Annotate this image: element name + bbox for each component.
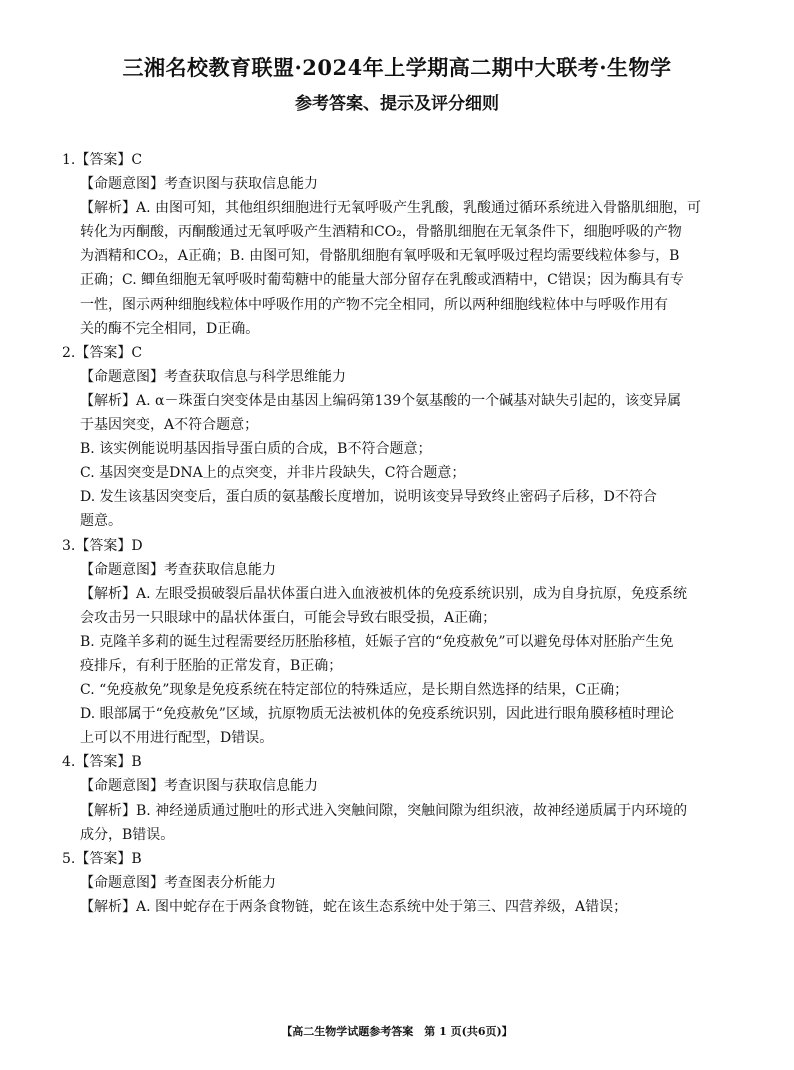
question-4	[62, 750, 730, 846]
intent-line: 【命题意图】考查获取信息与科学思维能力	[80, 368, 346, 385]
analysis-line: 【解析】A. 由图可知，其他组织细胞进行无氧呼吸产生乳酸，乳酸通过循环系统进入骨骼肌细胞，可	[80, 200, 702, 217]
analysis-line: 会攻击另一只眼球中的晶状体蛋白，可能会导致右眼受损，A正确；	[80, 609, 497, 626]
analysis-line: 正确；C. 鲫鱼细胞无氧呼吸时葡萄糖中的能量大部分留存在乳酸或酒精中，C错误；因为酶具有专	[80, 272, 684, 289]
answer-line: 4.【答案】B	[62, 754, 142, 771]
page-footer: 【高二生物学试题参考答案 第 1 页(共6页)】	[281, 1025, 513, 1038]
analysis-line: 为酒精和CO₂，A正确；B. 由图可知，骨骼肌细胞有氧呼吸和无氧呼吸过程均需要线粒体参与，B	[80, 248, 680, 265]
analysis-line: 题意。	[80, 513, 122, 530]
question-2	[62, 341, 730, 534]
answer-line: 1.【答案】C	[62, 152, 143, 168]
analysis-line: D. 眼部属于“免疫赦免”区域，抗原物质无法被机体的免疫系统识别，因此进行眼角膜移植时理论	[80, 706, 674, 723]
intent-line: 【命题意图】考查获取信息能力	[80, 561, 276, 578]
analysis-line: D. 发生该基因突变后，蛋白质的氨基酸长度增加，说明该变异导致终止密码子后移，D不符合	[80, 489, 657, 506]
answer-line: 2.【答案】C	[62, 344, 143, 361]
question-1	[62, 148, 730, 341]
answer-content	[62, 148, 730, 919]
analysis-line: 于基因突变，A不符合题意；	[80, 417, 259, 434]
analysis-line: C. 基因突变是DNA上的点突变，并非片段缺失，C符合题意；	[80, 465, 466, 482]
analysis-line: 成分，B错误。	[80, 826, 175, 843]
intent-line: 【命题意图】考查识图与获取信息能力	[80, 176, 318, 193]
analysis-line: 一性，图示两种细胞线粒体中呼吸作用的产物不完全相同，所以两种细胞线粒体中与呼吸作用有	[80, 296, 668, 313]
analysis-line: 关的酶不完全相同，D正确。	[80, 320, 260, 337]
question-3	[62, 534, 730, 751]
intent-line: 【命题意图】考查识图与获取信息能力	[80, 778, 318, 795]
analysis-line: B. 该实例能说明基因指导蛋白质的合成，B不符合题意；	[80, 441, 432, 458]
analysis-line: 转化为丙酮酸，丙酮酸通过无氧呼吸产生酒精和CO₂，骨骼肌细胞在无氧条件下，细胞呼吸的产物	[80, 224, 682, 241]
page-subtitle: 参考答案、提示及评分细则	[295, 94, 499, 114]
analysis-line: 疫排斥，有利于胚胎的正常发育，B正确；	[80, 657, 343, 674]
analysis-line: 【解析】B. 神经递质通过胞吐的形式进入突触间隙，突触间隙为组织液，故神经递质属于内环境的	[80, 802, 688, 819]
analysis-line: 【解析】A. 左眼受损破裂后晶状体蛋白进入血液被机体的免疫系统识别，成为自身抗原，免疫系统	[80, 585, 688, 602]
answer-line: 5.【答案】B	[62, 850, 142, 867]
intent-line: 【命题意图】考查图表分析能力	[80, 874, 276, 891]
page-title: 三湘名校教育联盟·2024年上学期高二期中大联考·生物学	[122, 55, 672, 80]
analysis-line: 上可以不用进行配型，D错误。	[80, 730, 274, 747]
answer-line: 3.【答案】D	[62, 537, 143, 554]
question-5	[62, 847, 730, 919]
analysis-line: C. “免疫赦免”现象是免疫系统在特定部位的特殊适应，是长期自然选择的结果，C正确；	[80, 682, 629, 699]
analysis-line: 【解析】A. α－珠蛋白突变体是由基因上编码第139个氨基酸的一个碱基对缺失引起的，该变异属	[80, 392, 682, 409]
analysis-line: 【解析】A. 图中蛇存在于两条食物链，蛇在该生态系统中处于第三、四营养级，A错误；	[80, 898, 628, 915]
analysis-line: B. 克隆羊多莉的诞生过程需要经历胚胎移植，妊娠子宫的“免疫赦免”可以避免母体对胚胎产生免	[80, 633, 674, 650]
